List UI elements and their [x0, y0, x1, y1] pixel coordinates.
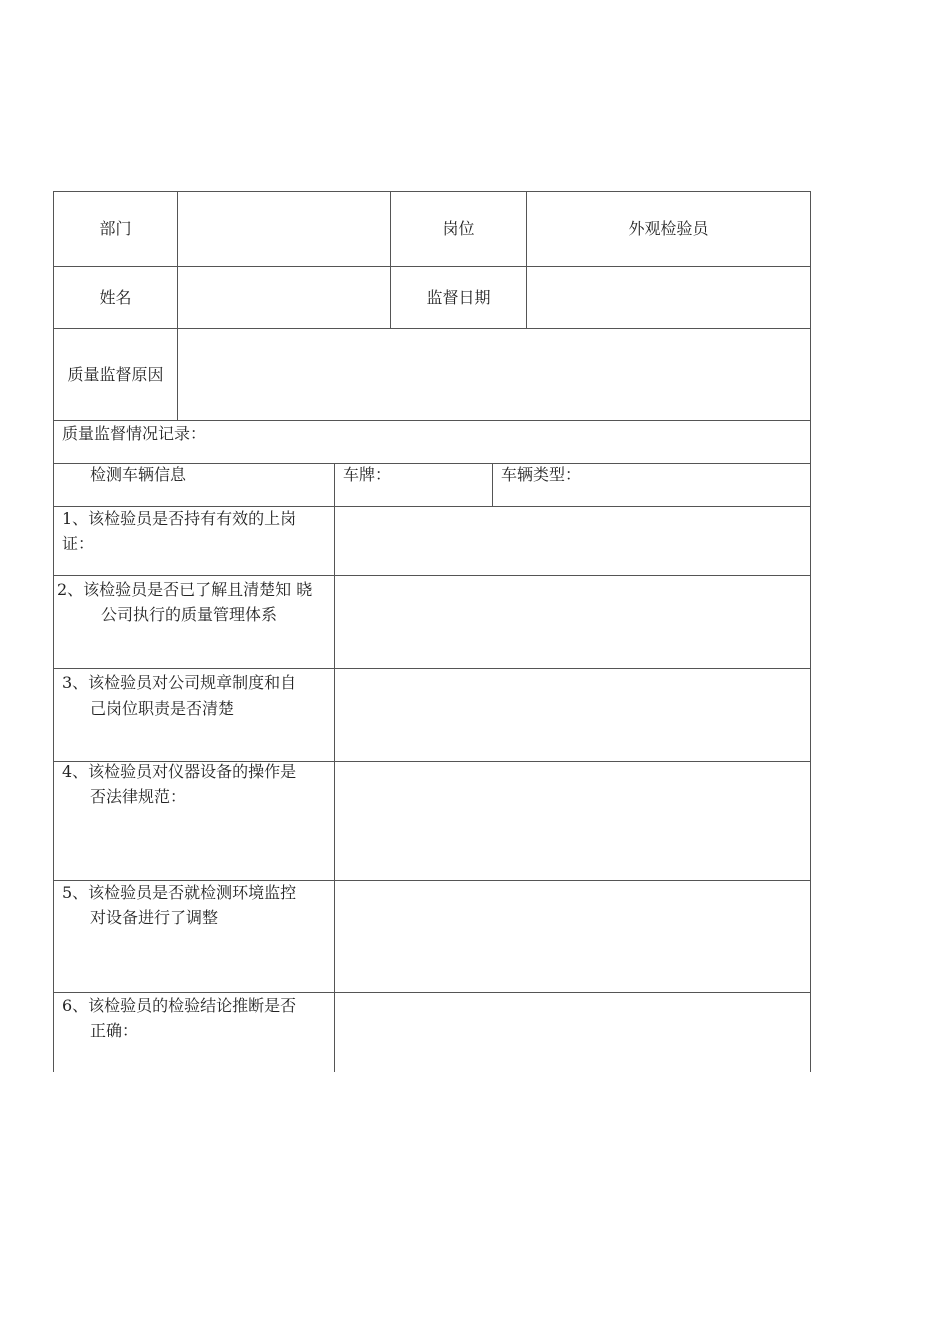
vehicle-type-label[interactable]: 车辆类型： [501, 465, 582, 484]
question-5-line-1: 5、该检验员是否就检测环境监控 [62, 883, 297, 902]
question-4-line-2: 否法律规范： [90, 787, 187, 806]
record-label: 质量监督情况记录： [62, 424, 207, 443]
department-field[interactable] [178, 192, 390, 266]
answer-3-field[interactable] [335, 669, 810, 761]
question-4-line-1: 4、该检验员对仪器设备的操作是 [62, 762, 297, 781]
question-1-line-2: 证： [62, 534, 95, 553]
question-6-line-2: 正确： [90, 1021, 139, 1040]
plate-label[interactable]: 车牌： [343, 465, 392, 484]
vehicle-info-label: 检测车辆信息 [90, 465, 187, 484]
department-label: 部门 [99, 219, 132, 238]
answer-5-field[interactable] [335, 881, 810, 992]
reason-label: 质量监督原因 [67, 364, 164, 384]
answer-1-field[interactable] [335, 507, 810, 575]
question-2-line-2: 公司执行的质量管理体系 [101, 605, 278, 624]
question-3-line-1: 3、该检验员对公司规章制度和自 [62, 673, 297, 692]
name-field[interactable] [178, 267, 390, 328]
question-5-line-2: 对设备进行了调整 [90, 908, 219, 927]
answer-4-field[interactable] [335, 762, 810, 880]
question-3-line-2: 己岗位职责是否清楚 [90, 699, 235, 718]
reason-field[interactable] [178, 329, 810, 420]
question-6-line-1: 6、该检验员的检验结论推断是否 [62, 996, 297, 1015]
question-2-line-1: 2、该检验员是否已了解且清楚知 晓 [57, 580, 313, 599]
supervision-date-label: 监督日期 [426, 287, 491, 307]
table-border [810, 191, 811, 1072]
name-label: 姓名 [99, 287, 132, 307]
answer-6-field[interactable] [335, 993, 810, 1072]
position-label: 岗位 [442, 219, 475, 238]
question-1-line-1: 1、该检验员是否持有有效的上岗 [62, 509, 297, 528]
position-field[interactable]: 外观检验员 [628, 219, 709, 238]
supervision-date-field[interactable] [527, 267, 810, 328]
answer-2-field[interactable] [335, 576, 810, 668]
table-border [492, 463, 493, 506]
